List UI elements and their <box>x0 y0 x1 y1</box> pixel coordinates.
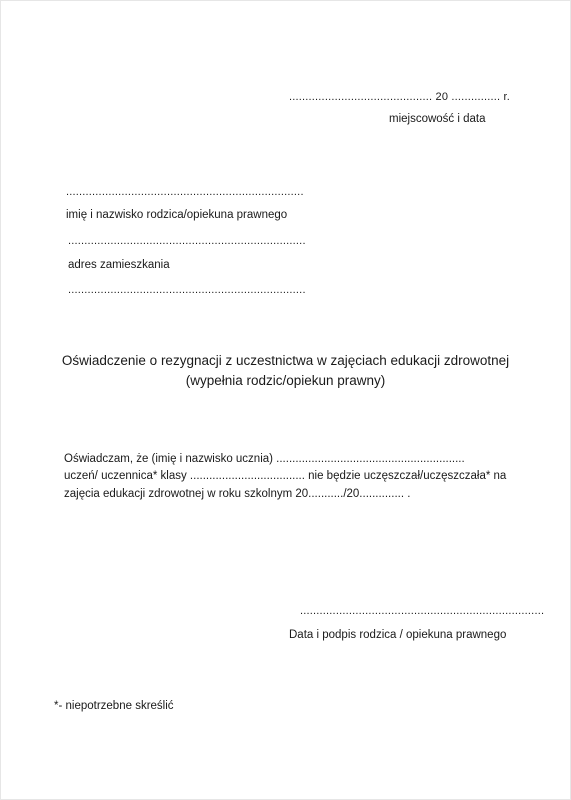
address-dots-1: ......................................................................... <box>68 235 306 247</box>
parent-name-label: imię i nazwisko rodzica/opiekuna prawnego <box>66 209 288 221</box>
address-label: adres zamieszkania <box>68 259 170 271</box>
signature-dots: ........................................................................... <box>300 605 545 617</box>
statement-line-3: zajęcia edukacji zdrowotnej w roku szkolnym 20.........../20.............. . <box>64 488 411 500</box>
parent-name-dots: ......................................................................... <box>66 186 304 198</box>
date-caption: miejscowość i data <box>389 113 486 125</box>
document-title: Oświadczenie o rezygnacji z uczestnictwa w zajęciach edukacji zdrowotnej <box>61 353 510 368</box>
footnote: *- niepotrzebne skreślić <box>54 700 174 712</box>
signature-caption: Data i podpis rodzica / opiekuna prawnego <box>289 629 507 641</box>
document-subtitle: (wypełnia rodzic/opiekun prawny) <box>185 373 386 388</box>
statement-line-2: uczeń/ uczennica* klasy .................................... nie będzie uczęszczał/uczęszczała* na <box>64 470 507 482</box>
address-dots-2: ......................................................................... <box>68 284 306 296</box>
date-line: ............................................ 20 ............... r. <box>289 91 511 103</box>
statement-line-1: Oświadczam, że (imię i nazwisko ucznia) ........................................................... <box>64 453 465 465</box>
